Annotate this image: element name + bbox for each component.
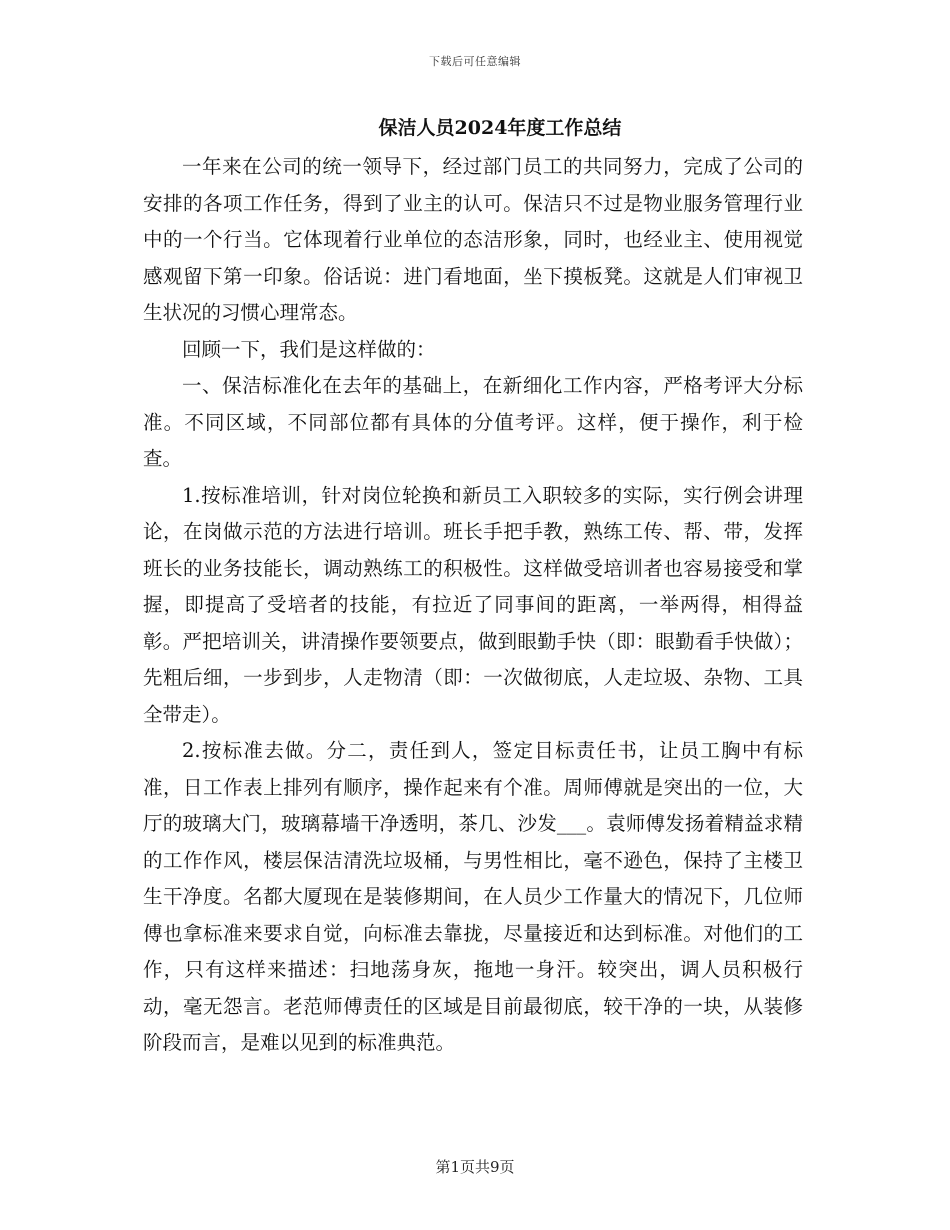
paragraph-item-training: 1.按标准培训，针对岗位轮换和新员工入职较多的实际，实行例会讲理论，在岗做示范的方法进行培训。班长手把手教，熟练工传、帮、带，发挥班长的业务技能长，调动熟练工的积极性。这样做受培训者也容易接受和掌握，即提高了受培者的技能，有拉近了同事间的距离，一举两得，相得益彰。严把培训关，讲清操作要领要点，做到眼勤手快（即：眼勤看手快做）；先粗后细，一步到步，人走物清（即：一次做彻底，人走垃圾、杂物、工具全带走）。 [143,483,803,726]
page-number: 第1页共9页 [435,1158,515,1176]
paragraph-review: 回顾一下，我们是这样做的： [182,337,436,361]
document-body [143,149,803,1062]
paragraph-item-standard: 2.按标准去做。分二，责任到人，签定目标责任书，让员工胸中有标准，日工作表上排列有顺序，操作起来有个准。周师傅就是突出的一位，大厅的玻璃大门，玻璃幕墙干净透明，茶几、沙发___。袁师傅发扬着精益求精的工作作风，楼层保洁清洗垃圾桶，与男性相比，毫不逊色，保持了主楼卫生干净度。名都大厦现在是装修期间，在人员少工作量大的情况下，几位师傅也拿标准来要求自觉，向标准去靠拢，尽量接近和达到标准。对他们的工作，只有这样来描述：扫地荡身灰，拖地一身汗。较突出，调人员积极行动，毫无怨言。老范师傅责任的区域是目前最彻底，较干净的一块，从装修阶段而言，是难以见到的标准典范。 [143,739,803,1054]
paragraph-section-one: 一、保洁标准化在去年的基础上，在新细化工作内容，严格考评大分标准。不同区域，不同部位都有具体的分值考评。这样，便于操作，利于检查。 [143,374,803,470]
paragraph-intro: 一年来在公司的统一领导下，经过部门员工的共同努力，完成了公司的安排的各项工作任务，得到了业主的认可。保洁只不过是物业服务管理行业中的一个行当。它体现着行业单位的态洁形象，同时，也经业主、使用视觉感观留下第一印象。俗话说：进门看地面，坐下摸板凳。这就是人们审视卫生状况的习惯心理常态。 [143,155,803,324]
page-header-note: 下载后可任意编辑 [429,55,521,68]
document-title: 保洁人员2024年度工作总结 [378,117,622,139]
